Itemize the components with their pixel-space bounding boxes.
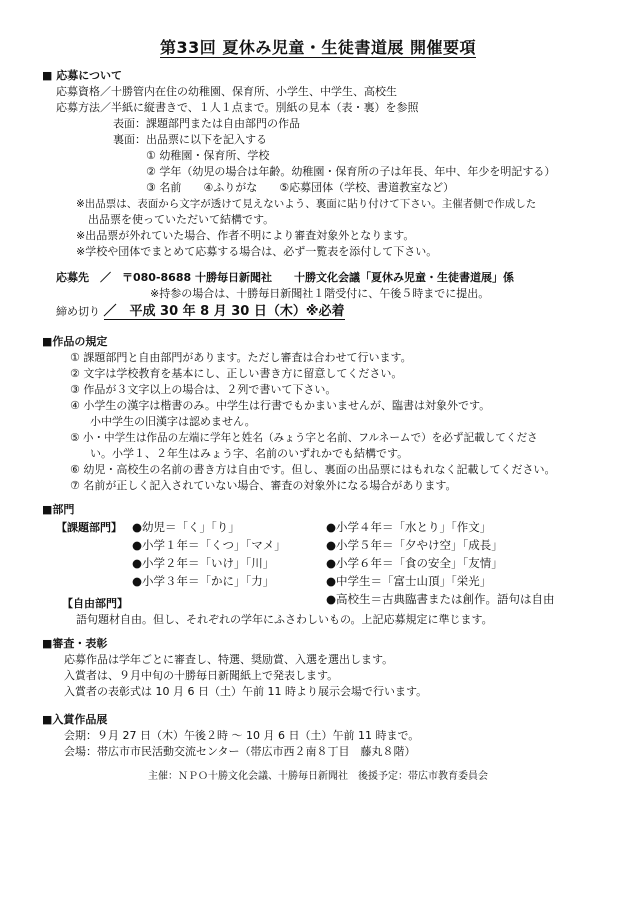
section-heading: ■作品の規定 — [42, 335, 108, 348]
boshu-line: 表面：課題部門または自由部門の作品 — [113, 117, 300, 130]
shinsa-line: 入賞者は、９月中旬の十勝毎日新聞紙上で発表します。 — [64, 669, 339, 682]
boshu-line: ③ 名前 ④ふりがな ⑤応募団体（学校、書道教室など） — [146, 181, 455, 194]
section-heading: ■ 応募について — [42, 69, 123, 82]
kadai-entry: ●小学６年＝「食の安全」「友情」 — [326, 556, 503, 570]
title-text: 第33回 夏休み児童・生徒書道展 開催要項 — [160, 38, 476, 57]
organizer-footer: 主催：ＮＰＯ十勝文化会議、十勝毎日新聞社 後援予定：帯広市教育委員会 — [148, 771, 488, 782]
boshu-note: 出品票を使っていただいて結構です。 — [88, 213, 275, 226]
section-heading: ■入賞作品展 — [42, 713, 108, 726]
rule-item: ④ 小学生の漢字は楷書のみ。中学生は行書でもかまいませんが、臨書は対象外です。 — [70, 399, 491, 412]
rule-item: ⑦ 名前が正しく記入されていない場合、審査の対象外になる場合があります。 — [70, 479, 457, 492]
kadai-entry: ●高校生＝古典臨書または創作。語句は自由 — [326, 592, 555, 606]
kadai-left-column — [132, 518, 286, 590]
exhibit-line: 会場：帯広市市民活動交流センター（帯広市西２南８丁目 藤丸８階） — [64, 745, 416, 758]
rule-item: ⑤ 小・中学生は作品の左端に学年と姓名（みょう字と名前、フルネームで）を必ず記載してくださ — [70, 432, 538, 444]
kadai-entry: ●小学２年＝「いけ」「川」 — [132, 556, 275, 570]
jiyu-label: 【自由部門】 — [62, 597, 128, 610]
kadai-right-column — [326, 518, 555, 608]
boshu-destination: 応募先 ／ 〒080-8688 十勝毎日新聞社 十勝文化会議「夏休み児童・生徒書道展」係 — [56, 271, 514, 284]
rule-item: 小中学生の旧漢字は認めません。 — [90, 415, 256, 428]
shinsa-line: 入賞者の表彰式は 10 月 6 日（土）午前 11 時より展示会場で行います。 — [64, 685, 428, 698]
rule-item: い。小学１、２年生はみょう字、名前のいずれかでも結構です。 — [90, 447, 409, 460]
boshu-line: 応募方法／半紙に縦書きで、１人１点まで。別紙の見本（表・裏）を参照 — [56, 101, 419, 114]
kadai-label: 【課題部門】 — [56, 521, 122, 534]
rule-item: ② 文字は学校教育を基本にし、正しい書き方に留意してください。 — [70, 367, 403, 380]
deadline-label: 締め切り — [56, 305, 100, 318]
document-title — [0, 40, 636, 58]
section-heading: ■審査・表彰 — [42, 637, 108, 650]
boshu-destination-note: ※持参の場合は、十勝毎日新聞社１階受付に、午後５時までに提出。 — [150, 287, 490, 300]
rule-item: ③ 作品が３文字以上の場合は、２列で書いて下さい。 — [70, 383, 337, 396]
boshu-line: ① 幼稚園・保育所、学校 — [146, 149, 270, 162]
boshu-note: ※出品票は、表面から文字が透けて見えないよう、裏面に貼り付けて下さい。主催者側で作成した — [76, 198, 537, 210]
kadai-entry: ●小学５年＝「夕やけ空」「成長」 — [326, 538, 503, 552]
deadline-row — [56, 304, 345, 320]
rule-item: ⑥ 幼児・高校生の名前の書き方は自由です。但し、裏面の出品票にはもれなく記載してください。 — [70, 463, 556, 476]
boshu-line: 応募資格／十勝管内在住の幼稚園、保育所、小学生、中学生、高校生 — [56, 85, 397, 98]
rule-item: ① 課題部門と自由部門があります。ただし審査は合わせて行います。 — [70, 351, 412, 364]
boshu-note: ※出品票が外れていた場合、作者不明により審査対象外となります。 — [76, 229, 415, 242]
kadai-entry: ●幼児＝「く」「り」 — [132, 520, 240, 534]
deadline-value: ／ 平成 30 年 8 月 30 日（木）※必着 — [103, 304, 345, 319]
section-heading: ■部門 — [42, 503, 75, 516]
shinsa-line: 応募作品は学年ごとに審査し、特選、奨励賞、入選を選出します。 — [64, 653, 394, 666]
kadai-entry: ●小学４年＝「水とり」「作文」 — [326, 520, 492, 534]
kadai-entry: ●中学生＝「富士山頂」「栄光」 — [326, 574, 492, 588]
boshu-note: ※学校や団体でまとめて応募する場合は、必ず一覧表を添付して下さい。 — [76, 245, 438, 258]
boshu-line: ② 学年（幼児の場合は年齢。幼稚園・保育所の子は年長、年中、年少を明記する） — [146, 165, 556, 178]
jiyu-text: 語句題材自由。但し、それぞれの学年にふさわしいもの。上記応募規定に準じます。 — [76, 613, 493, 626]
boshu-line: 裏面：出品票に以下を記入する — [113, 133, 267, 146]
kadai-entry: ●小学３年＝「かに」「力」 — [132, 574, 275, 588]
exhibit-line: 会期：９月 27 日（木）午後２時 ～ 10 月 6 日（土）午前 11 時まで。 — [64, 729, 420, 742]
kadai-entry: ●小学１年＝「くつ」「マメ」 — [132, 538, 286, 552]
